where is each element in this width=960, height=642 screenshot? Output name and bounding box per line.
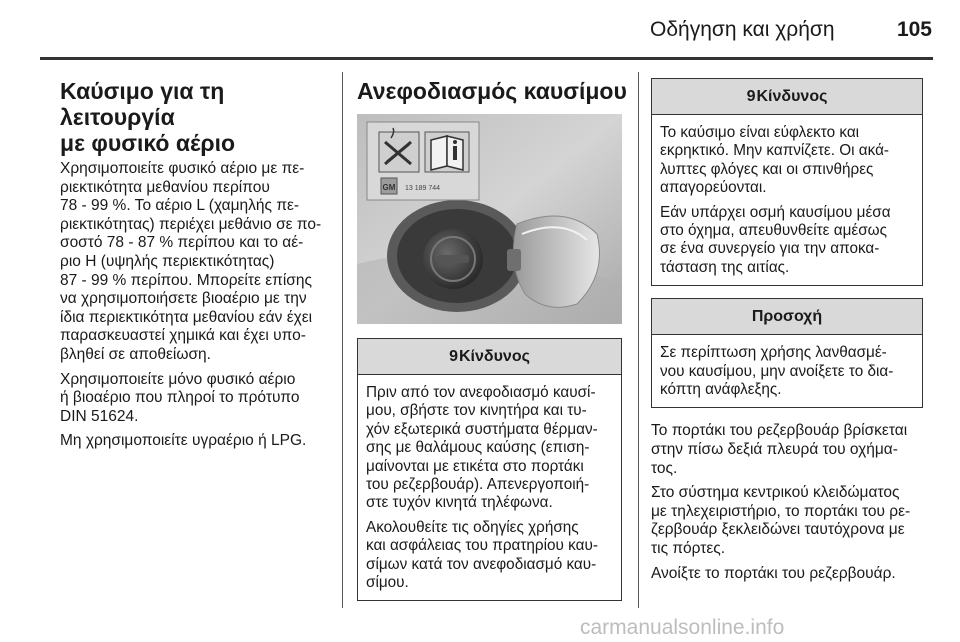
flap-hinge [507, 249, 521, 271]
caution-box-wrong-fuel [651, 298, 923, 408]
text-line: σης με θαλάμους καύσης (επιση- [366, 439, 590, 457]
paragraph-central-locking [651, 484, 923, 558]
text-line: σε ένα συνεργείο για την αποκα- [660, 240, 880, 258]
paragraph-no-lpg [60, 432, 332, 451]
fuel-cap-grip [437, 255, 469, 263]
no-smoking-icon [379, 128, 419, 172]
svg-text:GM: GM [382, 183, 396, 192]
text-line: στε τυχόν κινητά τηλέφωνα. [366, 494, 553, 512]
text-line: τάσταση της αιτίας. [660, 258, 790, 276]
text-line: σίμων κατά τον ανεφοδιασμό καυ- [366, 555, 597, 573]
column-divider-1 [342, 72, 343, 608]
text-line: να χρησιμοποιήσετε βιοαέριο με την [60, 290, 307, 308]
warning-icon: 9 [746, 87, 756, 105]
paragraph-din-standard [60, 371, 332, 427]
caution-box-title: Προσοχή [751, 307, 823, 325]
text-line: 87 - 99 % περίπου. Μπορείτε επίσης [60, 271, 312, 289]
column-natural-gas [60, 78, 332, 457]
caution-box-body [652, 335, 922, 407]
text-line: ίδια περιεκτικότητα μεθανίου εάν έχει [60, 308, 313, 326]
text-line: Ανοίξτε το πορτάκι του ρεζερβουάρ. [651, 564, 896, 582]
text-line: DIN 51624. [60, 407, 139, 425]
text-line: τος. [651, 459, 678, 477]
header-divider [40, 57, 933, 60]
paragraph-station-instructions [366, 519, 613, 593]
fuel-filler-flap-photo [357, 114, 622, 324]
text-line: βληθεί σε αποθείωση. [60, 345, 211, 363]
danger-box-flammable [651, 78, 923, 286]
manual-book-icon [425, 132, 469, 172]
section-title-natural-gas [60, 78, 332, 156]
text-line: 78 - 99 %. Το αέριο L (χαμηλής πε- [60, 197, 300, 215]
text-line: ή βιοαέριο που πληροί το πρότυπο [60, 389, 300, 407]
danger-box-refuel [357, 338, 622, 601]
section-title-refuelling: Ανεφοδιασμός καυσίμου [357, 78, 627, 104]
danger-box-body [652, 115, 922, 285]
label-part-number: 13 189 744 [405, 185, 441, 192]
text-line: ριεκτικότητα μεθανίου περίπου [60, 178, 270, 196]
text-line: τις πόρτες. [651, 540, 726, 558]
danger-box-header [652, 79, 922, 115]
page-number: 105 [896, 18, 932, 41]
text-line: νου καυσίμου, μην ανοίξετε το δια- [660, 362, 894, 380]
column-divider-2 [638, 72, 639, 608]
text-line: ριεκτικότητας) περιέχει μεθάνιο σε πο- [60, 215, 322, 233]
text-line: Πριν από τον ανεφοδιασμό καυσί- [366, 384, 596, 401]
text-line: Χρησιμοποιείτε φυσικό αέριο με πε- [60, 160, 305, 177]
section-title-line: με φυσικό αέριο [60, 130, 236, 156]
text-line: στο όχημα, απευθυνθείτε αμέσως [660, 222, 887, 240]
warning-icon: 9 [449, 347, 458, 365]
text-line: χόν εξωτερικά συστήματα θέρμαν- [366, 420, 598, 438]
danger-box-header [358, 339, 621, 375]
column-safety [651, 78, 923, 589]
paragraph-flammable [660, 124, 914, 198]
watermark: carmanualsonline.info [580, 616, 785, 639]
text-line: απαγορεύονται. [660, 179, 767, 197]
section-title-line: Καύσιμο για τη λειτουργία [60, 78, 225, 130]
text-line: και ασφάλειας του πρατηρίου καυ- [366, 537, 598, 555]
text-line: μαίνονται με ετικέτα στο πορτάκι [366, 457, 584, 475]
text-line: Στο σύστημα κεντρικού κλειδώματος [651, 484, 900, 502]
column-refuelling [357, 78, 627, 601]
text-line: σίμου. [366, 574, 409, 592]
text-line: λυπτες φλόγες και οι σπινθήρες [660, 160, 874, 178]
text-line: εκρηκτικό. Μην καπνίζετε. Οι ακά- [660, 142, 890, 160]
text-line: με τηλεχειριστήριο, το πορτάκι του ρε- [651, 502, 911, 520]
text-line: κόπτη ανάφλεξης. [660, 381, 782, 399]
text-line: Το πορτάκι του ρεζερβουάρ βρίσκεται [651, 422, 908, 440]
text-line: Μη χρησιμοποιείτε υγραέριο ή LPG. [60, 432, 307, 450]
text-line: Το καύσιμο είναι εύφλεκτο και [660, 124, 860, 141]
gm-logo-icon [381, 178, 397, 194]
text-line: ζερβουάρ ξεκλειδώνει ταυτόχρονα με [651, 521, 905, 539]
text-line: σοστό 78 - 87 % περίπου και το αέ- [60, 234, 304, 252]
paragraph-switch-off [366, 384, 613, 513]
danger-box-title: Κίνδυνος [459, 347, 530, 365]
text-line: του ρεζερβουάρ). Απενεργοποιή- [366, 476, 590, 494]
text-line: μου, σβήστε τον κινητήρα και τυ- [366, 402, 587, 420]
danger-box-title: Κίνδυνος [756, 87, 828, 105]
paragraph-fuel-odour [660, 204, 914, 278]
paragraph-methane-content [60, 160, 332, 365]
paragraph-wrong-fuel [660, 344, 914, 399]
text-line: παρασκευαστεί χημικά και έχει υπο- [60, 327, 306, 345]
text-line: Σε περίπτωση χρήσης λανθασμέ- [660, 344, 887, 362]
text-line: Χρησιμοποιείτε μόνο φυσικό αέριο [60, 370, 296, 388]
text-line: Εάν υπάρχει οσμή καυσίμου μέσα [660, 203, 891, 221]
text-line: ριο H (υψηλής περιεκτικότητας) [60, 252, 275, 270]
paragraph-open-flap [651, 565, 923, 584]
running-header-title: Οδήγηση και χρήση [650, 18, 835, 41]
text-line: Ακολουθείτε τις οδηγίες χρήσης [366, 518, 579, 536]
danger-box-body [358, 375, 621, 600]
text-line: στην πίσω δεξιά πλευρά του οχήμα- [651, 441, 898, 459]
paragraph-flap-location [651, 422, 923, 478]
caution-box-header [652, 299, 922, 335]
